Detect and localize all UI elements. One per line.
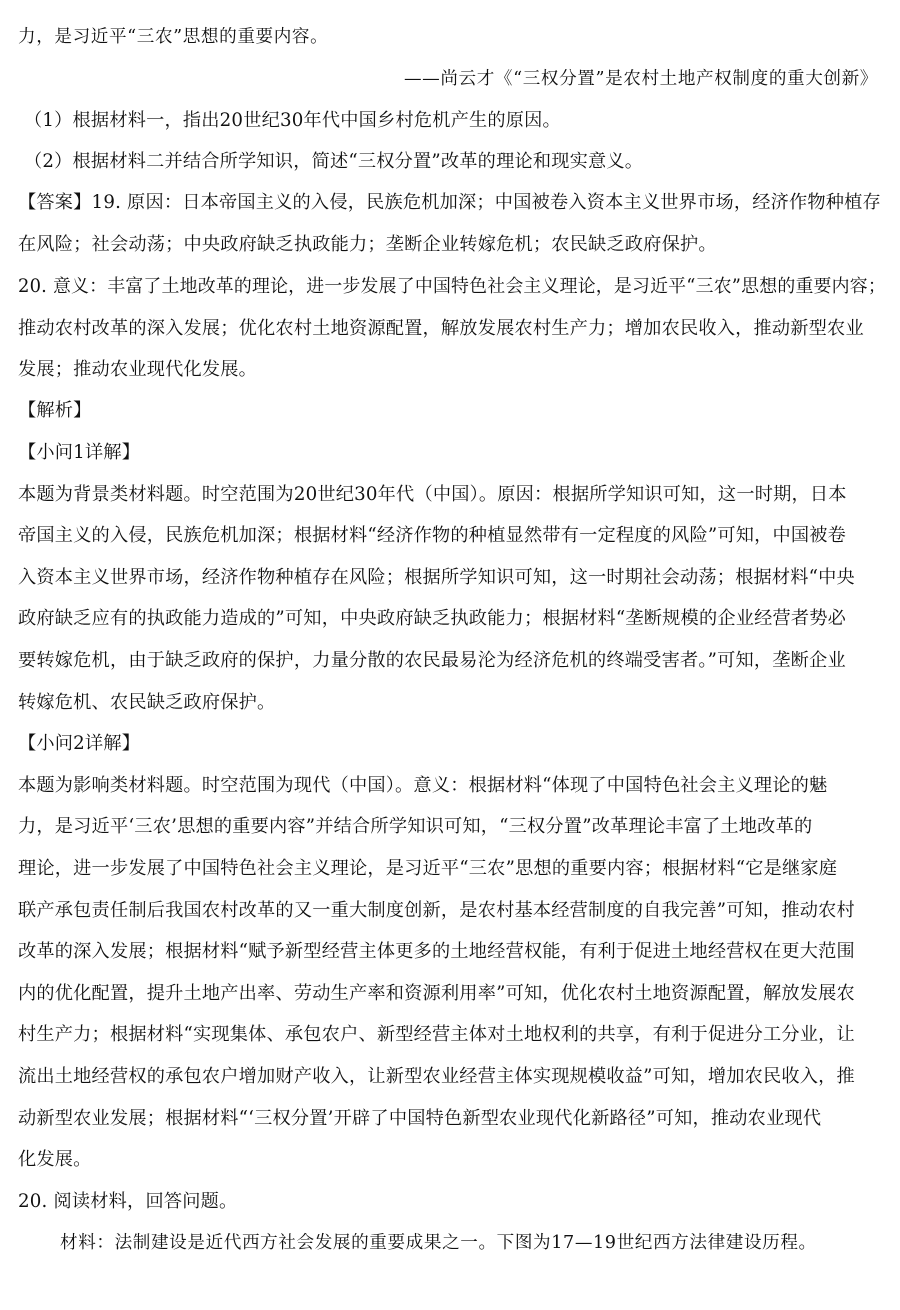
analysis-line: 入资本主义世界市场，经济作物种植存在风险；根据所学知识可知，这一时期社会动荡；根据材料“中央 <box>18 567 855 588</box>
analysis-line: 理论，进一步发展了中国特色社会主义理论，是习近平“三农”思想的重要内容；根据材料“它是继家庭 <box>18 858 838 879</box>
analysis-line: 改革的深入发展；根据材料“赋予新型经营主体更多的土地经营权能，有利于促进土地经营权在更大范围 <box>18 941 855 962</box>
analysis-line: 联产承包责任制后我国农村改革的又一重大制度创新，是农村基本经营制度的自我完善”可知，推动农村 <box>18 900 855 921</box>
question-1: （1）根据材料一，指出20世纪30年代中国乡村危机产生的原因。 <box>24 110 561 131</box>
analysis-line: 村生产力；根据材料“实现集体、承包农户、新型经营主体对土地权利的共享，有利于促进分工分业，让 <box>18 1024 855 1045</box>
answer-line: 推动农村改革的深入发展；优化农村土地资源配置，解放发展农村生产力；增加农民收入，推动新型农业 <box>18 318 864 339</box>
analysis-line: 转嫁危机、农民缺乏政府保护。 <box>18 692 276 713</box>
answer-line: 发展；推动农业现代化发展。 <box>18 359 258 380</box>
source-citation: ——尚云才《“三权分置”是农村土地产权制度的重大创新》 <box>403 69 878 89</box>
answer-line: 20. 意义：丰富了土地改革的理论，进一步发展了中国特色社会主义理论，是习近平“三农”思想的重要内容； <box>18 276 886 297</box>
analysis-line: 要转嫁危机，由于缺乏政府的保护，力量分散的农民最易沦为经济危机的终端受害者。”可知，垄断企业 <box>18 650 846 671</box>
analysis-line: 本题为影响类材料题。时空范围为现代（中国）。意义：根据材料“体现了中国特色社会主义理论的魅 <box>18 775 828 796</box>
subquestion-1-heading: 【小问1详解】 <box>18 442 141 463</box>
analysis-line: 力，是习近平‘三农’思想的重要内容”并结合所学知识可知，“三权分置”改革理论丰富了土地改革的 <box>18 816 813 837</box>
analysis-line: 政府缺乏应有的执政能力造成的”可知，中央政府缺乏执政能力；根据材料“垄断规模的企业经营者势必 <box>18 608 847 629</box>
analysis-line: 帝国主义的入侵，民族危机加深；根据材料“经济作物的种植显然带有一定程度的风险”可知，中国被卷 <box>18 525 847 546</box>
subquestion-2-heading: 【小问2详解】 <box>18 733 141 754</box>
question-2: （2）根据材料二并结合所学知识，简述“三权分置”改革的理论和现实意义。 <box>24 151 644 172</box>
analysis-line: 内的优化配置，提升土地产出率、劳动生产率和资源利用率”可知，优化农村土地资源配置，解放发展农 <box>18 983 855 1004</box>
analysis-line: 化发展。 <box>18 1149 92 1170</box>
question-20-heading: 20. 阅读材料，回答问题。 <box>18 1191 238 1212</box>
answer-line: 【答案】19. 原因：日本帝国主义的入侵，民族危机加深；中国被卷入资本主义世界市场，经济作物种植存 <box>18 192 881 213</box>
analysis-heading: 【解析】 <box>18 400 92 421</box>
analysis-line: 流出土地经营权的承包农户增加财产收入，让新型农业经营主体实现规模收益”可知，增加农民收入，推 <box>18 1066 855 1087</box>
analysis-line: 本题为背景类材料题。时空范围为20世纪30年代（中国）。原因：根据所学知识可知，这一时期，日本 <box>18 484 847 505</box>
material-intro: 材料：法制建设是近代西方社会发展的重要成果之一。下图为17—19世纪西方法律建设历程。 <box>60 1233 817 1253</box>
analysis-line: 动新型农业发展；根据材料“‘三权分置’开辟了中国特色新型农业现代化新路径”可知，推动农业现代 <box>18 1108 822 1129</box>
answer-line: 在风险；社会动荡；中央政府缺乏执政能力；垄断企业转嫁危机；农民缺乏政府保护。 <box>18 234 717 255</box>
text-line: 力，是习近平“三农”思想的重要内容。 <box>18 27 329 47</box>
